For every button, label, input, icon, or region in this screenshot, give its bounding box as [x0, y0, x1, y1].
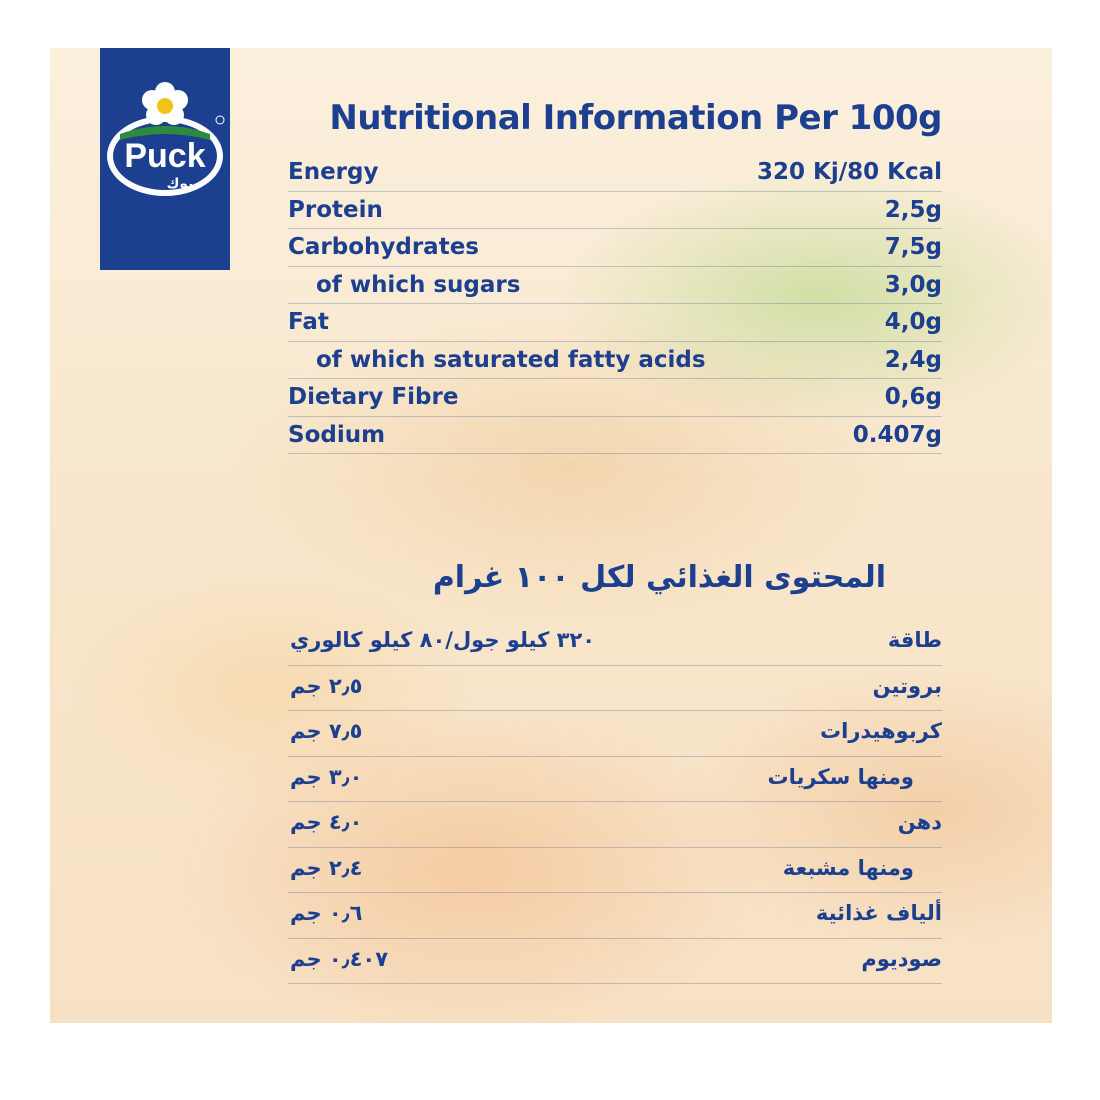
english-row-label: of which sugars: [316, 271, 521, 298]
english-row-value: 2,4g: [884, 346, 942, 373]
english-row: [288, 304, 942, 342]
arabic-row-label: صوديوم: [861, 946, 942, 971]
arabic-row-value: ٣٫٠ جم: [290, 764, 363, 789]
arabic-nutrition-table: [288, 620, 942, 984]
arabic-row-label: ألياف غذائية: [815, 901, 942, 925]
english-row-label: Carbohydrates: [288, 234, 479, 261]
arabic-row: [288, 848, 942, 894]
arabic-row: [288, 757, 942, 803]
arabic-row: [288, 802, 942, 848]
english-row-value: 320 Kj/80 Kcal: [757, 159, 942, 186]
arabic-row-label: كربوهيدرات: [820, 719, 942, 743]
puck-logo-graphic: [100, 48, 230, 270]
english-row-value: 4,0g: [884, 309, 942, 336]
arabic-row: [288, 939, 942, 985]
english-row: [288, 192, 942, 230]
english-row-value: 2,5g: [884, 196, 942, 223]
english-row-value: 7,5g: [884, 234, 942, 261]
english-row-value: 0.407g: [852, 421, 942, 448]
arabic-row-label: دهن: [897, 810, 942, 834]
registered-mark-icon: [216, 116, 224, 124]
arabic-row: [288, 711, 942, 757]
english-row-value: 3,0g: [884, 271, 942, 298]
arabic-row: [288, 893, 942, 939]
logo-arabic-wordmark: بوك: [166, 176, 194, 192]
nutrition-card: [50, 48, 1052, 1023]
arabic-row-value: ٠٫٤٠٧ جم: [290, 946, 389, 971]
english-row-label: of which saturated fatty acids: [316, 346, 706, 373]
english-row: [288, 417, 942, 455]
flower-icon: [142, 82, 188, 125]
arabic-row-label: ومنها سكريات: [767, 764, 914, 789]
arabic-row-value: ٢٫٤ جم: [290, 855, 363, 880]
english-row: [288, 379, 942, 417]
arabic-row-value: ٠٫٦ جم: [290, 901, 363, 925]
arabic-title: المحتوى الغذائي لكل ١٠٠ غرام: [432, 560, 886, 595]
arabic-row-value: ٢٫٥ جم: [290, 673, 363, 698]
english-row-label: Protein: [288, 196, 383, 223]
english-row: [288, 154, 942, 192]
english-title: Nutritional Information Per 100g: [329, 98, 942, 138]
english-nutrition-table: [288, 154, 942, 454]
arabic-row-label: طاقة: [887, 628, 942, 652]
arabic-row-value: ٤٫٠ جم: [290, 810, 363, 834]
arabic-row-value: ٣٢٠ كيلو جول/٨٠ كيلو كالوري: [290, 628, 596, 652]
arabic-row-label: ومنها مشبعة: [782, 855, 914, 880]
logo-wordmark: Puck: [124, 137, 206, 175]
english-row-label: Sodium: [288, 421, 386, 448]
english-row-value: 0,6g: [884, 384, 942, 411]
english-row-label: Dietary Fibre: [288, 384, 459, 411]
arabic-row-value: ٧٫٥ جم: [290, 719, 363, 743]
english-row-label: Energy: [288, 159, 379, 186]
puck-logo: [100, 48, 230, 270]
arabic-row-label: بروتين: [872, 673, 942, 698]
english-row: [288, 267, 942, 305]
english-row-label: Fat: [288, 309, 329, 336]
english-row: [288, 229, 942, 267]
arabic-row: [288, 620, 942, 666]
english-row: [288, 342, 942, 380]
arabic-row: [288, 666, 942, 712]
